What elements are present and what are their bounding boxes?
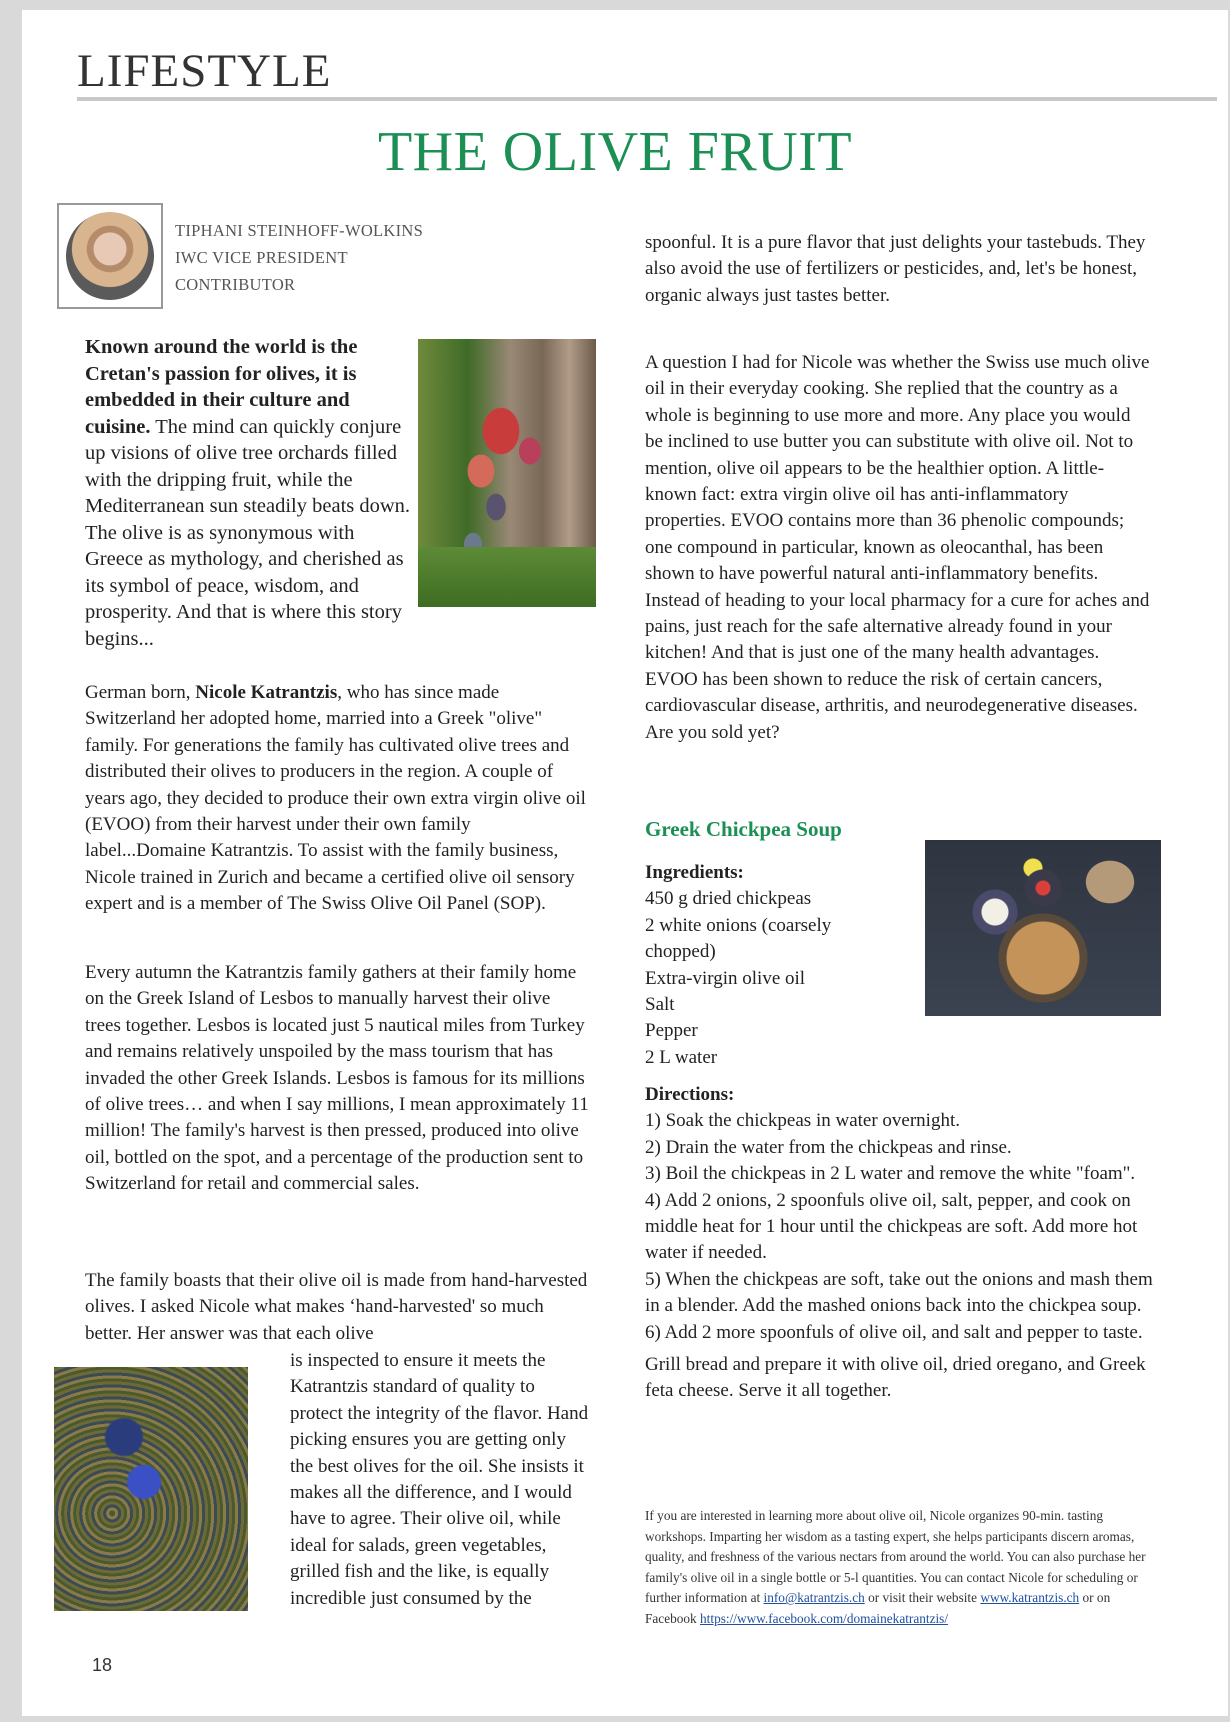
paragraph-3: Every autumn the Katrantzis family gathers at their family home on the Greek Island of Lesbos to manually harvest their olive trees together. Lesbos is located just 5 nautical miles from Turkey and remains relatively unspoiled by the mass tourism that has invaded the other Greek Islands. Lesbos is famous for its millions of olive trees… and when I say millions, I mean approximately 11 million! The family's harvest is then pressed, produced into olive oil, bottled on the spot, and a percentage of the production sent to Switzerland for retail and commercial sales. — [85, 962, 589, 1195]
ingredients-block — [645, 860, 915, 1071]
facebook-link[interactable]: https://www.facebook.com/domainekatrantzis/ — [700, 1610, 949, 1626]
direction-step: 2) Drain the water from the chickpeas and rinse. — [645, 1136, 1012, 1158]
paragraph-6: A question I had for Nicole was whether the Swiss use much olive oil in their everyday cooking. She replied that the country as a whole is beginning to use more and more. Any place you would be inclined to use butter you can substitute with olive oil. Not to mention, olive oil appears to be the healthier option. A little-known fact: extra virgin olive oil has anti-inflammatory properties. EVOO contains more than 36 phenolic compounds; one compound in particular, known as oleocanthal, has been shown to have powerful natural anti-inflammatory benefits. Instead of heading to your local pharmacy for a cure for aches and pains, just reach for the safe alternative already found in your kitchen! And that is just one of the many health advantages. EVOO has been shown to reduce the risk of certain cancers, cardiovascular disease, arthritis, and neurodegenerative diseases. Are you sold yet? — [645, 352, 1150, 743]
section-title: LIFESTYLE — [77, 45, 332, 97]
intro-paragraph — [85, 334, 415, 652]
direction-step: 6) Add 2 more spoonfuls of olive oil, and salt and pepper to taste. — [645, 1321, 1143, 1343]
author-name: TIPHANI STEINHOFF-WOLKINS — [175, 221, 424, 240]
serving-note: Grill bread and prepare it with olive oil, dried oregano, and Greek feta cheese. Serve it all together. — [645, 1354, 1146, 1402]
author-byline — [175, 217, 423, 298]
article-title: THE OLIVE FRUIT — [377, 121, 853, 183]
directions-label: Directions: — [645, 1084, 735, 1105]
olive-tree-photo — [418, 339, 596, 607]
direction-step: 5) When the chickpeas are soft, take out the onions and mash them in a blender. Add the mashed onions back into the chickpea soup. — [645, 1268, 1153, 1317]
paragraph-4-top: The family boasts that their olive oil is made from hand-harvested olives. I asked Nicole what makes ‘hand-harvested' so much better. Her answer was that each olive — [85, 1270, 588, 1344]
ingredient-item: 2 L water — [645, 1046, 718, 1068]
ingredients-label: Ingredients: — [645, 862, 744, 883]
author-role: IWC VICE PRESIDENT — [175, 248, 348, 267]
header-rule — [77, 97, 1217, 101]
intro-text: The mind can quickly conjure up visions of olive tree orchards filled with the dripping fruit, while the Mediterranean sun steadily beats down. The olive is as synonymous with Greece as mythology, and cherished as its symbol of peace, wisdom, and prosperity. And that is where this story begins... — [85, 415, 411, 650]
ingredient-item: 450 g dried chickpeas — [645, 888, 812, 910]
email-link[interactable]: info@katrantzis.ch — [763, 1590, 865, 1606]
website-link[interactable]: www.katrantzis.ch — [980, 1590, 1080, 1606]
author-photo-frame — [57, 203, 163, 309]
ingredient-item: Salt — [645, 994, 675, 1016]
paragraph-4-wrap: is inspected to ensure it meets the Katrantzis standard of quality to protect the integrity of the flavor. Hand picking ensures you are getting only the best olives for the oil. She insists it makes all the difference, and I would have to agree. Their olive oil, while ideal for salads, green vegetables, grilled fish and the like, is equally incredible just consumed by the — [290, 1350, 589, 1609]
avatar — [66, 212, 154, 300]
direction-step: 3) Boil the chickpeas in 2 L water and remove the white "foam". — [645, 1163, 1136, 1185]
footnote: If you are interested in learning more about olive oil, Nicole organizes 90-min. tasting workshops. Imparting her wisdom as a tasting expert, she helps participants discern aromas, quality, and freshness of the various nectars from around the world. You can also purchase her family's olive oil in a single bottle or 5-l quantities. You can contact Nicole for scheduling or further information at info@katrantzis.ch or visit their website www.katrantzis.ch or on Facebook https://www.facebook.com/domainekatrantzis/ — [645, 1508, 1146, 1626]
ingredient-item: chopped) — [645, 941, 716, 963]
direction-step: 4) Add 2 onions, 2 spoonfuls olive oil, salt, pepper, and cook on middle heat for 1 hour until the chickpeas are soft. Add more hot water if needed. — [645, 1189, 1138, 1264]
paragraph-5: spoonful. It is a pure flavor that just delights your tastebuds. They also avoid the use of fertilizers or pesticides, and, let's be honest, organic always just tastes better. — [645, 232, 1146, 306]
nicole-name: Nicole Katrantzis — [195, 682, 338, 703]
intro-bold: Known around the world is the Cretan's passion for olives, it is embedded in their culture and cuisine. — [85, 336, 358, 438]
author-tag: CONTRIBUTOR — [175, 275, 296, 294]
olive-harvest-photo — [54, 1367, 248, 1611]
ingredient-item: 2 white onions (coarsely — [645, 914, 832, 936]
ingredient-item: Extra-virgin olive oil — [645, 967, 806, 989]
ingredient-item: Pepper — [645, 1020, 698, 1042]
page-number: 18 — [92, 1655, 113, 1675]
direction-step: 1) Soak the chickpeas in water overnight. — [645, 1110, 960, 1132]
soup-photo — [925, 840, 1161, 1016]
paragraph-2: German born, Nicole Katrantzis, who has since made Switzerland her adopted home, married into a Greek "olive" family. For generations the family has cultivated olive trees and distributed their olives to producers in the region. A couple of years ago, they decided to produce their own extra virgin olive oil (EVOO) from their harvest under their own family label...Domaine Katrantzis. To assist with the family business, Nicole trained in Zurich and became a certified olive oil sensory expert and is a member of The Swiss Olive Oil Panel (SOP). — [85, 682, 586, 915]
recipe-title: Greek Chickpea Soup — [645, 817, 842, 841]
directions-block — [645, 1082, 1155, 1405]
